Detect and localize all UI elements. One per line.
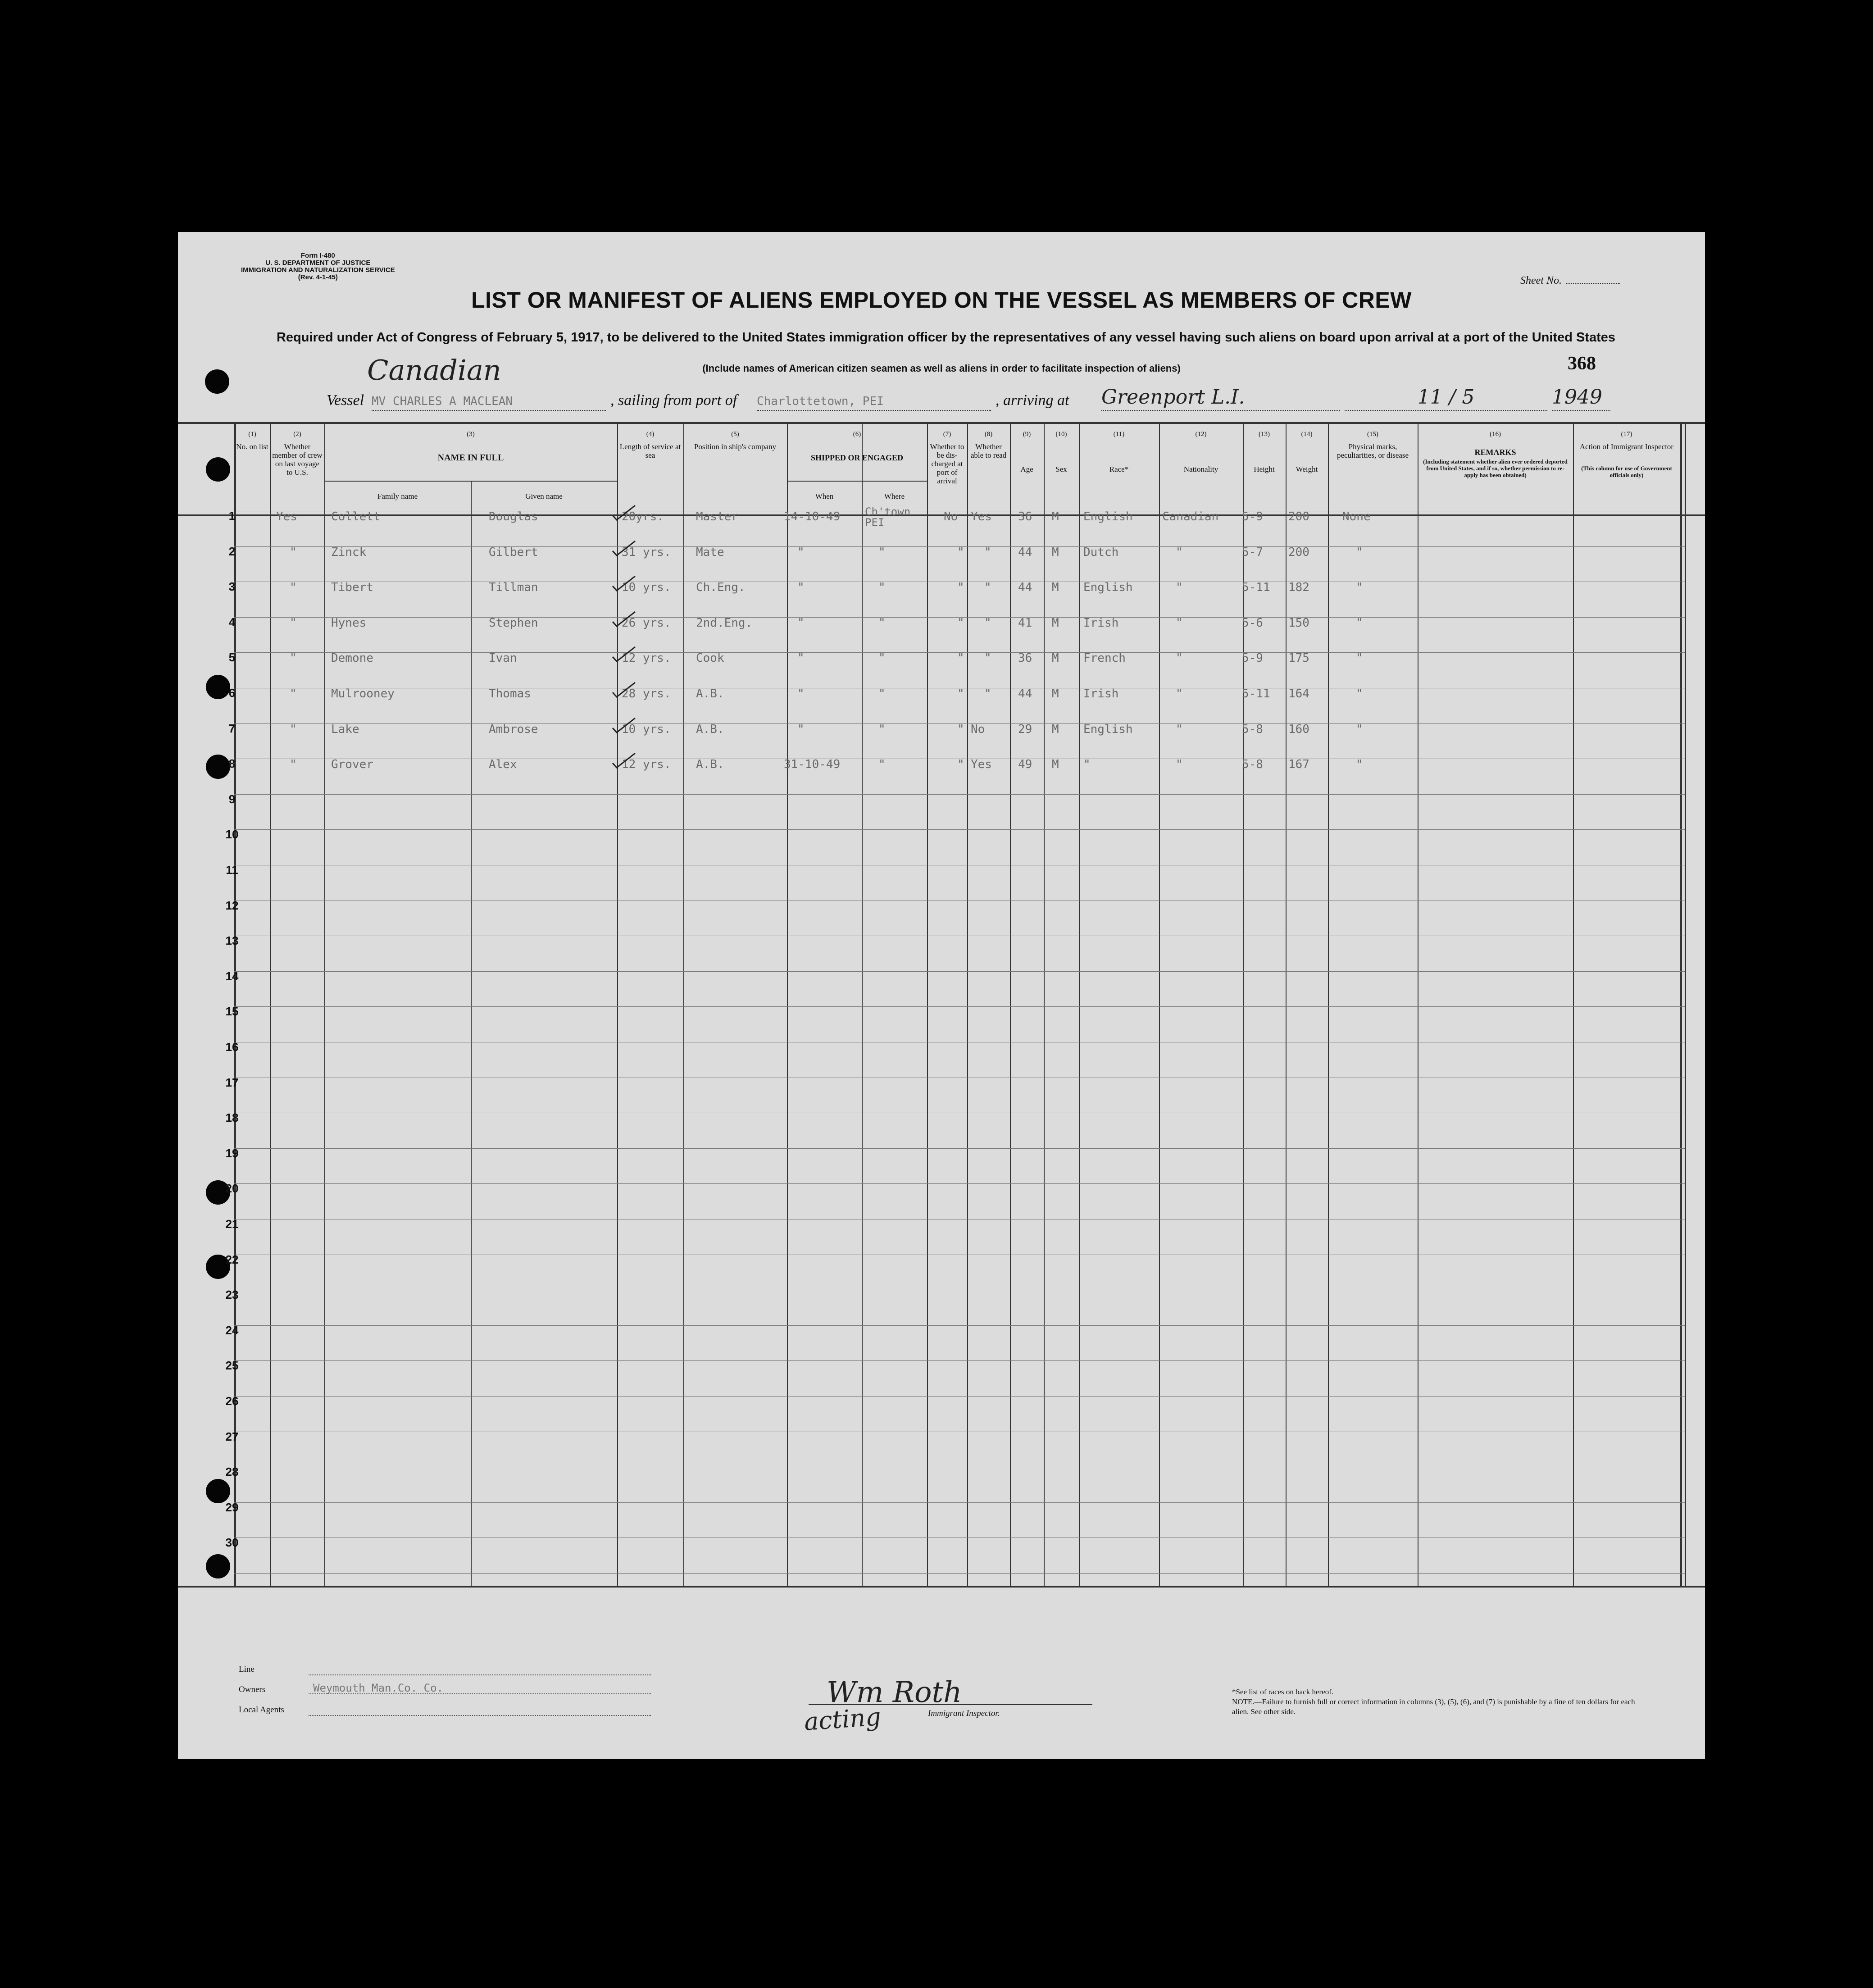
check-mark (610, 714, 637, 737)
column-rule (927, 422, 928, 1586)
column-subheader: When (815, 492, 834, 500)
column-header: Height (1254, 465, 1275, 473)
member-prev-voyage: " (290, 687, 297, 701)
row-number: 18 (225, 1111, 239, 1125)
owners-value: Weymouth Man.Co. Co. (309, 1682, 651, 1694)
check-mark (610, 643, 637, 666)
row-number: 14 (225, 969, 239, 983)
height: 5-6 (1242, 616, 1263, 630)
column-rule (324, 422, 325, 1586)
ship-position: Master (696, 510, 738, 523)
column-rule (1573, 422, 1574, 1586)
member-prev-voyage: " (290, 545, 297, 559)
column-header-note: (This column for use of Government officials only) (1581, 465, 1672, 478)
column-header: NAME IN FULL (437, 453, 504, 463)
family-name: Lake (331, 722, 359, 736)
races-note: *See list of races on back hereof. (1232, 1688, 1334, 1696)
able-to-read: " (984, 687, 991, 701)
row-number: 6 (228, 686, 236, 700)
column-subheader: Where (884, 492, 905, 500)
service-length: 10 yrs. (622, 722, 671, 736)
manifest-sheet (178, 232, 1705, 1759)
column-number: (9) (1023, 431, 1031, 438)
column-header: Whether to be dis-charged at port of arrival (930, 442, 964, 485)
column-rule (617, 422, 618, 1586)
arriving-date: 11 / 5 (1345, 386, 1547, 411)
column-rule (1010, 422, 1011, 1586)
column-rule (1286, 422, 1287, 1586)
row-rule (234, 971, 1685, 972)
engaged-where: " (878, 722, 886, 736)
weight: 182 (1288, 581, 1309, 595)
nationality: " (1176, 581, 1183, 595)
engaged-where: " (878, 651, 886, 665)
column-header: Sex (1055, 465, 1067, 473)
punch-hole (206, 1554, 230, 1579)
column-number: (10) (1055, 431, 1067, 438)
row-rule (234, 1360, 1685, 1361)
sheet-number-field (1520, 275, 1620, 287)
row-number: 7 (228, 721, 236, 735)
engaged-where: " (878, 545, 886, 559)
engaged-when: " (797, 545, 805, 559)
row-rule (234, 1396, 1685, 1397)
age: 44 (1018, 545, 1032, 559)
nationality: " (1176, 687, 1183, 701)
sex: M (1052, 510, 1059, 523)
service-length: 12 yrs. (622, 651, 671, 665)
service-length: 31 yrs. (622, 545, 671, 559)
column-rule (787, 422, 788, 1586)
column-number: (4) (646, 431, 655, 438)
form-identifier (241, 252, 395, 281)
race: " (1083, 758, 1091, 772)
agents-label: Local Agents (239, 1705, 284, 1715)
able-to-read: No (971, 722, 985, 736)
given-name: Ivan (489, 651, 517, 665)
column-header: Physical marks, peculiarities, or disease (1337, 442, 1409, 459)
nationality: " (1176, 651, 1183, 665)
punch-hole (206, 1479, 230, 1503)
age: 29 (1018, 722, 1032, 736)
engaged-when: " (797, 687, 805, 701)
ship-position: A.B. (696, 722, 724, 736)
service-length: 26 yrs. (622, 616, 671, 630)
able-to-read: " (984, 581, 991, 595)
check-mark (610, 502, 637, 524)
row-number: 24 (225, 1323, 239, 1337)
height: 5-11 (1242, 581, 1270, 595)
row-number: 21 (225, 1217, 239, 1231)
row-number: 28 (225, 1465, 239, 1479)
column-number: (12) (1195, 431, 1207, 438)
column-rule (270, 422, 271, 1586)
able-to-read: Yes (971, 510, 992, 523)
row-rule (234, 1573, 1685, 1574)
race: Dutch (1083, 545, 1119, 559)
to-be-discharged: " (957, 581, 964, 595)
row-number: 30 (225, 1536, 239, 1550)
column-number: (5) (731, 431, 739, 438)
service-length: 12 yrs. (622, 758, 671, 772)
column-number: (16) (1490, 431, 1501, 438)
column-number: (3) (467, 431, 475, 438)
column-number: (6) (853, 431, 861, 438)
nationality: " (1176, 722, 1183, 736)
sailing-label: , sailing from port of (610, 392, 737, 409)
weight: 175 (1288, 651, 1309, 665)
arriving-port: Greenport L.I. (1101, 386, 1340, 411)
row-rule (234, 1325, 1685, 1326)
column-header: Nationality (1183, 465, 1218, 473)
height: 5-8 (1242, 758, 1263, 772)
sex: M (1052, 651, 1059, 665)
row-number: 11 (226, 863, 238, 877)
engaged-where: Ch'town PEI (865, 505, 911, 529)
column-rule (1680, 422, 1682, 1586)
check-mark (610, 573, 637, 595)
given-name: Douglas (489, 510, 538, 523)
nationality: " (1176, 616, 1183, 630)
column-rule (1685, 422, 1686, 1586)
column-number: (17) (1621, 431, 1632, 438)
row-number: 9 (228, 792, 236, 806)
column-header-note: (Including statement whether alien ever ordered deported from United States, and if so, whether permission to re-apply has been obtained) (1423, 458, 1568, 478)
column-header: SHIPPED OR ENGAGED (810, 453, 904, 462)
agents-field (309, 1703, 651, 1716)
column-number: (1) (248, 431, 256, 438)
physical-marks: None (1342, 510, 1371, 523)
physical-marks: " (1356, 581, 1363, 595)
sex: M (1052, 758, 1059, 772)
footnotes (1232, 1687, 1637, 1717)
sex: M (1052, 722, 1059, 736)
row-rule (234, 829, 1685, 830)
row-number: 22 (225, 1252, 239, 1266)
given-name: Stephen (489, 616, 538, 630)
line-field (309, 1663, 651, 1675)
column-header: Whether able to read (970, 442, 1007, 459)
to-be-discharged: " (957, 545, 964, 559)
physical-marks: " (1356, 722, 1363, 736)
revision: (Rev. 4-1-45) (298, 273, 338, 281)
to-be-discharged: No (944, 510, 958, 523)
column-number: (11) (1113, 431, 1125, 438)
row-number: 27 (225, 1429, 239, 1443)
engaged-when: " (797, 722, 805, 736)
row-number: 23 (225, 1288, 239, 1302)
engaged-where: " (878, 616, 886, 630)
column-rule (1159, 422, 1160, 1586)
line-label: Line (239, 1665, 255, 1674)
column-rule (967, 422, 968, 1586)
engaged-where: " (878, 581, 886, 595)
name-split-rule (471, 481, 472, 1586)
ship-position: Ch.Eng. (696, 581, 746, 595)
engaged-where: " (878, 687, 886, 701)
weight: 200 (1288, 510, 1309, 523)
family-name: Demone (331, 651, 373, 665)
check-mark (610, 537, 637, 560)
row-number: 8 (228, 757, 236, 771)
weight: 167 (1288, 758, 1309, 772)
sex: M (1052, 545, 1059, 559)
row-number: 13 (225, 934, 239, 948)
engaged-when: " (797, 581, 805, 595)
arriving-label: , arriving at (996, 392, 1069, 409)
given-name: Thomas (489, 687, 531, 701)
row-number: 26 (225, 1394, 239, 1408)
row-number: 15 (225, 1005, 239, 1019)
row-number: 10 (225, 828, 239, 842)
sex: M (1052, 581, 1059, 595)
given-name: Gilbert (489, 545, 538, 559)
row-number: 25 (225, 1359, 239, 1373)
arriving-year: 1949 (1552, 386, 1610, 411)
to-be-discharged: " (957, 616, 964, 630)
row-number: 17 (225, 1075, 239, 1089)
table-bottom-rule (178, 1586, 1705, 1588)
able-to-read: Yes (971, 758, 992, 772)
height: 5-9 (1242, 651, 1263, 665)
check-mark (610, 608, 637, 631)
row-number: 1 (228, 509, 236, 523)
form-number: Form I-480 (300, 252, 335, 259)
sex: M (1052, 616, 1059, 630)
punch-hole (206, 457, 230, 482)
member-prev-voyage: Yes (276, 510, 297, 523)
weight: 160 (1288, 722, 1309, 736)
race: English (1083, 510, 1133, 523)
service-length: 20yrs. (622, 510, 664, 523)
race: English (1083, 581, 1133, 595)
physical-marks: " (1356, 616, 1363, 630)
sex: M (1052, 687, 1059, 701)
height: 5-8 (1242, 722, 1263, 736)
age: 49 (1018, 758, 1032, 772)
able-to-read: " (984, 545, 991, 559)
given-name: Ambrose (489, 722, 538, 736)
column-number: (2) (293, 431, 301, 438)
height: 5-9 (1242, 510, 1263, 523)
engaged-when: " (797, 616, 805, 630)
row-number: 2 (228, 544, 236, 558)
engaged-when: 14-10-49 (784, 510, 841, 523)
check-mark (610, 679, 637, 701)
row-number: 3 (228, 580, 236, 594)
member-prev-voyage: " (290, 722, 297, 736)
row-rule (234, 1502, 1685, 1503)
to-be-discharged: " (957, 758, 964, 772)
column-header: Race* (1109, 465, 1129, 473)
column-header: Action of Immigrant Inspector (1579, 442, 1674, 451)
age: 36 (1018, 510, 1032, 523)
weight: 164 (1288, 687, 1309, 701)
family-name: Grover (331, 758, 373, 772)
race: Irish (1083, 687, 1119, 701)
inspector-signature: Wm Roth (827, 1676, 962, 1709)
nationality-note: Canadian (367, 354, 501, 387)
to-be-discharged: " (957, 651, 964, 665)
service-length: 28 yrs. (622, 687, 671, 701)
column-rule (1079, 422, 1080, 1586)
age: 36 (1018, 651, 1032, 665)
given-name: Tillman (489, 581, 538, 595)
sheet-number-label: Sheet No. (1520, 275, 1562, 287)
inspector-label: Immigrant Inspector. (928, 1709, 1000, 1718)
column-header: Age (1020, 465, 1033, 473)
weight: 150 (1288, 616, 1309, 630)
column-subheader: Family name (377, 492, 418, 500)
row-number: 4 (228, 615, 236, 629)
nationality: Canadian (1162, 510, 1219, 523)
row-number: 19 (225, 1146, 239, 1160)
ship-position: A.B. (696, 758, 724, 772)
column-rule (1328, 422, 1329, 1586)
weight: 200 (1288, 545, 1309, 559)
race: Irish (1083, 616, 1119, 630)
ship-position: A.B. (696, 687, 724, 701)
row-number: 5 (228, 651, 236, 664)
row-number: 12 (225, 898, 239, 912)
column-subheader: Given name (525, 492, 563, 500)
height: 5-7 (1242, 545, 1263, 559)
row-number: 29 (225, 1500, 239, 1514)
engaged-when: 31-10-49 (784, 758, 841, 772)
ship-position: Mate (696, 545, 724, 559)
row-rule (234, 1148, 1685, 1149)
race: English (1083, 722, 1133, 736)
acting-note: acting (803, 1702, 882, 1736)
physical-marks: " (1356, 687, 1363, 701)
column-number: (15) (1367, 431, 1378, 438)
able-to-read: " (984, 616, 991, 630)
family-name: Hynes (331, 616, 367, 630)
subtitle-note: (Include names of American citizen seamen as well as aliens in order to facilitate inspection of aliens) (702, 363, 1181, 374)
column-rule (1243, 422, 1244, 1586)
column-number: (13) (1259, 431, 1270, 438)
row-number: 16 (225, 1040, 239, 1054)
age: 44 (1018, 581, 1032, 595)
department: U. S. DEPARTMENT OF JUSTICE (265, 259, 371, 267)
to-be-discharged: " (957, 722, 964, 736)
race: French (1083, 651, 1126, 665)
ship-position: 2nd.Eng. (696, 616, 753, 630)
table-header-rule (178, 514, 1705, 516)
member-prev-voyage: " (290, 616, 297, 630)
column-rule (234, 422, 236, 1586)
age: 41 (1018, 616, 1032, 630)
column-header: REMARKS (1474, 448, 1516, 457)
check-mark (610, 750, 637, 772)
column-number: (14) (1301, 431, 1313, 438)
physical-marks: " (1356, 545, 1363, 559)
column-rule (1044, 422, 1045, 1586)
column-header: No. on list (236, 442, 268, 451)
family-name: Tibert (331, 581, 373, 595)
height: 5-11 (1242, 687, 1270, 701)
row-rule (234, 1183, 1685, 1184)
member-prev-voyage: " (290, 758, 297, 772)
family-name: Collett (331, 510, 381, 523)
owners-label: Owners (239, 1685, 266, 1694)
column-number: (8) (984, 431, 993, 438)
column-header: Position in ship's company (694, 442, 777, 451)
penalty-note: NOTE.—Failure to furnish full or correct information in columns (3), (5), (6), and (7) is punishable by a fine of ten dollars for each alien. See other side. (1232, 1697, 1635, 1716)
able-to-read: " (984, 651, 991, 665)
column-header: Whether member of crew on last voyage to U.S. (272, 442, 323, 477)
page-number: 368 (1568, 353, 1596, 374)
row-rule (234, 794, 1685, 795)
row-number: 20 (225, 1182, 239, 1196)
nationality: " (1176, 545, 1183, 559)
ship-position: Cook (696, 651, 724, 665)
nationality: " (1176, 758, 1183, 772)
sailing-port: Charlottetown, PEI (757, 392, 991, 411)
age: 44 (1018, 687, 1032, 701)
table-top-rule (178, 422, 1705, 424)
member-prev-voyage: " (290, 651, 297, 665)
service: IMMIGRATION AND NATURALIZATION SERVICE (241, 266, 395, 274)
family-name: Zinck (331, 545, 367, 559)
vessel-info-row (327, 386, 1655, 414)
family-name: Mulrooney (331, 687, 395, 701)
subtitle: Required under Act of Congress of February 5, 1917, to be delivered to the United States immigration officer by the representatives of any vessel having such aliens on board upon arrival at a port of the United States (276, 330, 1616, 345)
to-be-discharged: " (957, 687, 964, 701)
column-header: Length of service at sea (619, 442, 681, 459)
vessel-name: MV CHARLES A MACLEAN (372, 392, 606, 411)
member-prev-voyage: " (290, 581, 297, 595)
column-number: (7) (943, 431, 951, 438)
column-header: Weight (1296, 465, 1318, 473)
vessel-label: Vessel (327, 392, 364, 409)
shipped-subheader-rule (787, 481, 927, 482)
shipped-split-rule (862, 481, 863, 1586)
page-title: LIST OR MANIFEST OF ALIENS EMPLOYED ON THE VESSEL AS MEMBERS OF CREW (471, 287, 1412, 313)
service-length: 10 yrs. (622, 581, 671, 595)
row-rule (234, 1006, 1685, 1007)
engaged-where: " (878, 758, 886, 772)
engaged-when: " (797, 651, 805, 665)
physical-marks: " (1356, 651, 1363, 665)
physical-marks: " (1356, 758, 1363, 772)
column-rule (683, 422, 684, 1586)
given-name: Alex (489, 758, 517, 772)
